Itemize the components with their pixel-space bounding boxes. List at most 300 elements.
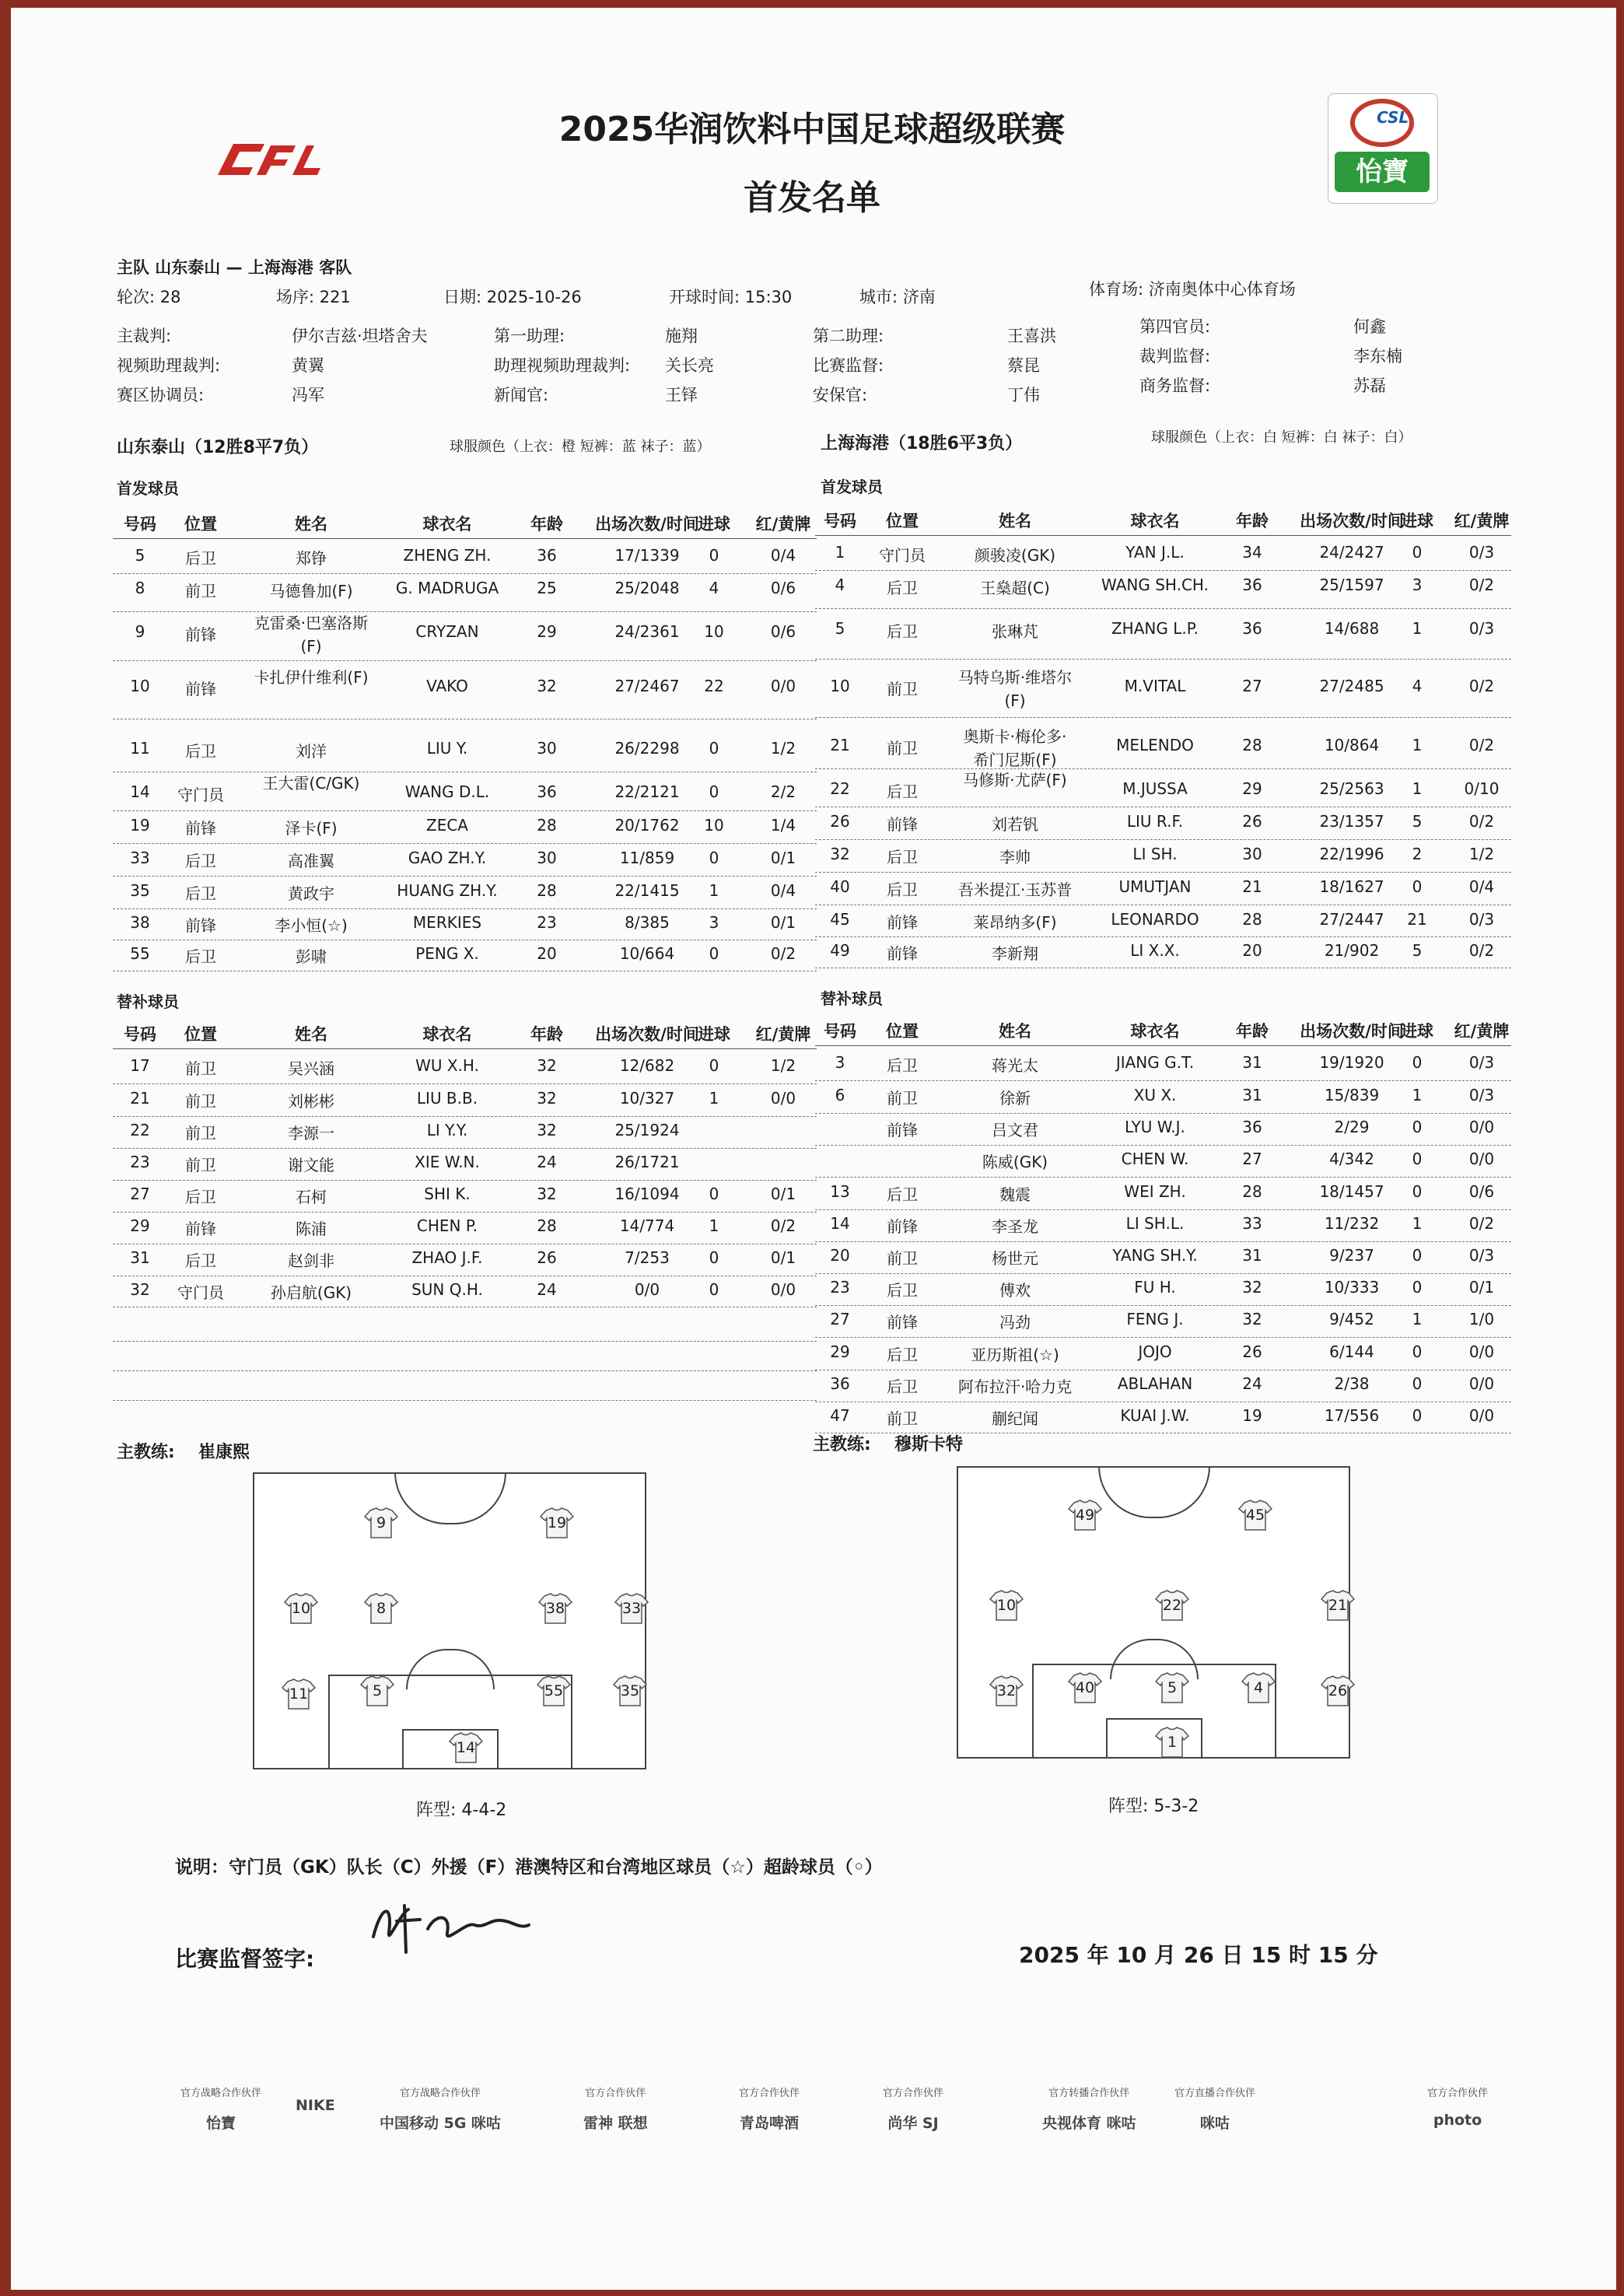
table-cell: 0/2 <box>1468 576 1495 594</box>
shirt-number: 35 <box>620 1682 640 1699</box>
table-cell: 23 <box>830 1278 850 1297</box>
table-cell: CRYZAN <box>415 622 479 641</box>
table-cell: 24/2427 <box>1319 543 1384 562</box>
table-cell: 傅欢 <box>999 1281 1031 1300</box>
table-rule <box>815 608 1511 609</box>
table-cell: 14/688 <box>1324 619 1380 638</box>
shirt-number: 32 <box>996 1682 1017 1699</box>
table-cell: 29 <box>1242 779 1262 798</box>
table-cell: 31 <box>1242 1246 1262 1265</box>
shirt-number: 11 <box>289 1685 309 1703</box>
table-rule <box>815 1113 1511 1114</box>
table-cell: 阿布拉汗·哈力克 <box>957 1377 1073 1396</box>
table-cell: 24 <box>537 1280 557 1299</box>
table-cell: 0/0 <box>770 1280 796 1299</box>
table-cell: PENG X. <box>415 944 479 963</box>
table-cell: 赵剑非 <box>288 1251 334 1270</box>
table-cell: 0 <box>1412 1053 1423 1072</box>
table-cell: SHI K. <box>424 1185 471 1203</box>
table-cell: 11 <box>130 739 150 758</box>
table-rule <box>113 573 817 574</box>
table-cell: 0 <box>709 849 719 867</box>
table-cell: 0/0 <box>634 1280 660 1299</box>
sponsor-name: 中国移动 5G 咪咕 <box>380 2115 502 2132</box>
table-cell: 1 <box>709 1216 719 1235</box>
table-cell: 魏震 <box>999 1185 1031 1204</box>
official-label: 第二助理: <box>813 327 884 345</box>
table-cell: 李圣龙 <box>992 1217 1038 1236</box>
table-cell: 29 <box>130 1216 150 1235</box>
table-cell: LEONARDO <box>1111 910 1199 929</box>
table-rule <box>815 717 1511 718</box>
away-formation: 阵型: 5-3-2 <box>1108 1797 1199 1816</box>
table-cell: 11/232 <box>1324 1214 1380 1233</box>
game-number: 场序: 221 <box>276 288 351 306</box>
table-cell: 前锋 <box>185 1220 216 1238</box>
table-cell: 0 <box>1412 543 1423 562</box>
table-cell: 25/2563 <box>1319 779 1384 798</box>
table-cell: 0 <box>709 782 719 801</box>
table-cell: 1 <box>1412 1214 1423 1233</box>
table-cell: 28 <box>537 881 557 900</box>
table-cell: 30 <box>537 849 557 867</box>
table-cell: 5 <box>1412 941 1423 960</box>
table-cell: 30 <box>537 739 557 758</box>
sponsor-logo <box>739 2084 800 2133</box>
table-cell: LIU R.F. <box>1126 812 1184 831</box>
table-cell: CHEN P. <box>416 1216 478 1235</box>
column-header: 进球 <box>1401 1022 1433 1041</box>
shirt-number: 8 <box>376 1600 387 1617</box>
table-cell: 55 <box>130 944 150 963</box>
table-cell: 0/6 <box>1468 1182 1495 1201</box>
table-cell: 4 <box>835 576 845 594</box>
column-header: 出场次数/时间 <box>1300 1022 1404 1041</box>
away-coach-label: 主教练: <box>813 1435 871 1454</box>
table-cell: 前卫 <box>887 1089 918 1108</box>
table-cell: 马德鲁加(F) <box>269 582 353 600</box>
official-name: 黄翼 <box>292 356 324 375</box>
table-cell: 吴兴涵 <box>288 1059 334 1078</box>
column-header: 球衣名 <box>1130 512 1180 530</box>
table-cell: 14/774 <box>619 1216 675 1235</box>
table-cell: 26/1721 <box>614 1153 680 1171</box>
table-cell: 22 <box>830 779 850 798</box>
table-cell: 4 <box>1412 677 1423 695</box>
sponsor-logo <box>1042 2084 1136 2133</box>
table-cell: 0/0 <box>1468 1150 1495 1168</box>
table-cell: 32 <box>537 1185 557 1203</box>
table-cell: FU H. <box>1134 1278 1176 1297</box>
matchup: 主队 山东泰山 — 上海海港 客队 <box>117 258 352 277</box>
official-name: 关长亮 <box>665 356 714 375</box>
table-cell: 10/664 <box>619 944 675 963</box>
table-cell: 27/2485 <box>1319 677 1384 695</box>
table-cell: 25/1924 <box>614 1121 680 1139</box>
table-cell: 后卫 <box>185 1251 216 1270</box>
table-cell: 24 <box>1242 1374 1262 1393</box>
table-cell: 20/1762 <box>614 816 680 835</box>
table-cell: MERKIES <box>412 913 482 932</box>
player-shirt-icon <box>449 1732 483 1763</box>
official-name: 施翔 <box>665 327 698 345</box>
official-label: 安保官: <box>813 386 868 404</box>
table-cell: 0 <box>709 1185 719 1203</box>
table-cell: 8 <box>135 579 145 597</box>
table-cell: 陈威(GK) <box>982 1153 1048 1171</box>
table-cell: 30 <box>1242 845 1262 863</box>
table-cell: 后卫 <box>887 1377 918 1396</box>
sponsor-logo <box>296 2084 335 2114</box>
table-cell: LYU W.J. <box>1125 1118 1185 1136</box>
table-cell: 后卫 <box>185 884 216 903</box>
table-cell: 后卫 <box>185 742 216 761</box>
table-cell: 36 <box>1242 576 1262 594</box>
table-cell: WEI ZH. <box>1124 1182 1186 1201</box>
table-cell: 1/4 <box>770 816 796 835</box>
sponsor-name: 尚华 SJ <box>887 2115 939 2132</box>
table-cell: XIE W.N. <box>415 1153 480 1171</box>
table-cell: 徐新 <box>999 1089 1031 1108</box>
table-cell: LIU Y. <box>426 739 468 758</box>
player-shirt-icon <box>614 1593 649 1624</box>
column-header: 球衣名 <box>422 515 472 534</box>
shirt-number: 38 <box>545 1600 565 1617</box>
player-shirt-icon <box>989 1590 1024 1621</box>
table-cell: LI SH. <box>1132 845 1178 863</box>
table-cell: 32 <box>537 1121 557 1139</box>
official-name: 何鑫 <box>1353 317 1386 336</box>
table-cell: 0 <box>1412 1278 1423 1297</box>
table-cell: 47 <box>830 1406 850 1425</box>
table-cell: 0/3 <box>1468 1246 1495 1265</box>
table-cell: 24 <box>537 1153 557 1171</box>
table-cell: 21 <box>830 736 850 754</box>
page-subtitle: 首发名单 <box>744 178 880 218</box>
table-cell: 前锋 <box>887 815 918 834</box>
table-cell: 31 <box>130 1248 150 1267</box>
player-shirt-icon <box>613 1675 647 1706</box>
table-cell: 0 <box>709 546 719 565</box>
column-header: 姓名 <box>295 515 327 534</box>
table-cell: 李源一 <box>288 1124 334 1143</box>
table-cell: 45 <box>830 910 850 929</box>
table-cell: 0/2 <box>770 1216 796 1235</box>
table-rule <box>113 538 817 539</box>
player-shirt-icon <box>1155 1590 1189 1621</box>
shirt-number: 26 <box>1328 1682 1348 1699</box>
kickoff-time: 开球时间: 15:30 <box>669 288 793 306</box>
table-cell: 0/0 <box>1468 1342 1495 1361</box>
table-cell: 9 <box>135 622 145 641</box>
table-rule <box>815 1305 1511 1306</box>
column-header: 红/黄牌 <box>755 515 811 534</box>
table-rule <box>113 908 817 909</box>
table-rule <box>113 660 817 661</box>
table-cell: 0/3 <box>1468 910 1495 929</box>
column-header: 位置 <box>184 515 217 534</box>
table-cell: 36 <box>537 546 557 565</box>
column-header: 出场次数/时间 <box>1300 512 1404 530</box>
sponsor-logo <box>180 2084 261 2133</box>
table-cell: 21 <box>130 1089 150 1108</box>
table-cell: 1 <box>1412 619 1423 638</box>
table-cell: 0 <box>1412 1246 1423 1265</box>
away-starters-label: 首发球员 <box>821 478 883 496</box>
table-cell: 后卫 <box>887 1056 918 1075</box>
table-cell: 31 <box>1242 1053 1262 1072</box>
legend-note: 说明：守门员（GK）队长（C）外援（F）港澳特区和台湾地区球员（☆）超龄球员（◦） <box>175 1857 883 1878</box>
table-cell: 5 <box>835 619 845 638</box>
table-cell: 8/385 <box>625 913 670 932</box>
table-cell: ABLAHAN <box>1117 1374 1193 1393</box>
table-cell: 0 <box>1412 1182 1423 1201</box>
table-cell: 27 <box>1242 1150 1262 1168</box>
player-shirt-icon <box>538 1593 572 1624</box>
player-shirt-icon <box>1155 1672 1189 1703</box>
table-cell: 后卫 <box>887 579 918 597</box>
shirt-number: 33 <box>621 1600 642 1617</box>
sponsor-caption: 官方战略合作伙伴 <box>400 2088 481 2099</box>
table-cell: 前锋 <box>887 1217 918 1236</box>
sign-time: 2025 年 10 月 26 日 15 时 15 分 <box>1019 1942 1378 1968</box>
table-cell: 王大雷(C/GK) <box>262 774 360 793</box>
table-cell: 亚历斯祖(☆) <box>971 1346 1059 1364</box>
table-cell: 3 <box>709 913 719 932</box>
table-cell: 前卫 <box>887 1409 918 1428</box>
official-label: 裁判监督: <box>1139 347 1211 366</box>
table-rule <box>113 876 817 877</box>
table-cell: 1 <box>1412 1310 1423 1328</box>
table-cell: 26 <box>830 812 850 831</box>
table-cell: 10/333 <box>1324 1278 1380 1297</box>
table-cell: 前卫 <box>185 582 216 600</box>
table-rule <box>815 570 1511 571</box>
column-header: 进球 <box>698 515 730 534</box>
table-cell: 10 <box>704 816 724 835</box>
table-cell: 卡扎伊什维利(F) <box>254 668 369 687</box>
table-cell: 0/3 <box>1468 543 1495 562</box>
table-cell: 7/253 <box>625 1248 670 1267</box>
table-cell: 0 <box>709 1056 719 1075</box>
table-cell: 0/4 <box>1468 877 1495 896</box>
table-cell: 高准翼 <box>288 852 334 870</box>
table-cell: 35 <box>130 881 150 900</box>
table-cell: 2/29 <box>1334 1118 1370 1136</box>
table-cell: 34 <box>1242 543 1262 562</box>
table-cell: 0/1 <box>770 1248 796 1267</box>
table-cell: LI SH.L. <box>1125 1214 1185 1233</box>
table-cell: 26 <box>537 1248 557 1267</box>
table-cell: LIU B.B. <box>416 1089 478 1108</box>
table-cell: 28 <box>537 816 557 835</box>
table-cell: 26 <box>1242 812 1262 831</box>
table-cell: 守门员 <box>879 546 926 565</box>
table-cell: 前锋 <box>887 913 918 932</box>
shirt-number: 9 <box>376 1514 387 1531</box>
table-cell: 0/1 <box>1468 1278 1495 1297</box>
table-cell: M.JUSSA <box>1122 779 1188 798</box>
table-cell: 后卫 <box>887 848 918 866</box>
shirt-number: 22 <box>1162 1597 1182 1614</box>
table-cell: 0/1 <box>770 849 796 867</box>
home-coach-label: 主教练: <box>117 1443 175 1462</box>
table-cell: 刘彬彬 <box>288 1092 334 1111</box>
table-cell: 0/10 <box>1464 779 1500 798</box>
column-header: 进球 <box>698 1025 730 1044</box>
official-name: 蔡昆 <box>1007 356 1040 375</box>
table-cell: GAO ZH.Y. <box>408 849 487 867</box>
table-cell: 5 <box>1412 812 1423 831</box>
table-cell: 冯劲 <box>999 1313 1031 1332</box>
table-cell: KUAI J.W. <box>1120 1406 1190 1425</box>
table-cell: 10/864 <box>1324 736 1380 754</box>
official-label: 视频助理裁判: <box>117 356 221 375</box>
column-header: 出场次数/时间 <box>595 515 699 534</box>
table-cell: 李新翔 <box>992 944 1038 963</box>
player-shirt-icon <box>284 1593 318 1624</box>
table-cell: 22/1996 <box>1319 845 1384 863</box>
official-name: 冯军 <box>292 386 324 404</box>
table-cell: 谢文能 <box>288 1156 334 1174</box>
table-cell: 17 <box>130 1056 150 1075</box>
home-kit-colors: 球服颜色（上衣：橙 短裤：蓝 袜子：蓝） <box>450 439 711 455</box>
table-cell: 20 <box>1242 941 1262 960</box>
table-cell: 刘若钒 <box>992 815 1038 834</box>
table-cell: 1 <box>709 881 719 900</box>
table-cell: 2/38 <box>1334 1374 1370 1393</box>
table-cell: 0/1 <box>770 1185 796 1203</box>
table-cell: 0/2 <box>770 944 796 963</box>
table-cell: 蒋光太 <box>992 1056 1038 1075</box>
table-cell: 0/0 <box>1468 1374 1495 1393</box>
table-rule <box>815 872 1511 873</box>
match-date: 日期: 2025-10-26 <box>443 288 582 306</box>
table-cell: 后卫 <box>887 1185 918 1204</box>
table-cell: 0 <box>709 1248 719 1267</box>
round: 轮次: 28 <box>117 288 181 306</box>
table-cell: 前锋 <box>887 1313 918 1332</box>
table-cell: G. MADRUGA <box>395 579 499 597</box>
table-cell: 0 <box>1412 1150 1423 1168</box>
column-header: 位置 <box>886 512 919 530</box>
table-cell: 25/2048 <box>614 579 680 597</box>
table-cell: 16/1094 <box>614 1185 680 1203</box>
table-cell: 9/452 <box>1329 1310 1374 1328</box>
table-rule <box>815 768 1511 769</box>
table-cell: 25 <box>537 579 557 597</box>
table-cell: 前锋 <box>185 680 216 698</box>
table-cell: 蒯纪闻 <box>992 1409 1038 1428</box>
sponsor-logo <box>883 2084 943 2133</box>
stadium: 体育场: 济南奥体中心体育场 <box>1089 280 1296 299</box>
table-cell: YANG SH.Y. <box>1112 1246 1198 1265</box>
table-cell: 1/2 <box>1468 845 1495 863</box>
shirt-number: 1 <box>1167 1734 1178 1751</box>
table-cell: 李帅 <box>999 848 1031 866</box>
signature-label: 比赛监督签字: <box>175 1946 315 1972</box>
table-cell: LI X.X. <box>1130 941 1180 960</box>
table-cell: 38 <box>130 913 150 932</box>
table-cell: 0/4 <box>770 546 796 565</box>
table-cell: 40 <box>830 877 850 896</box>
shirt-number: 49 <box>1075 1507 1095 1524</box>
shirt-number: 5 <box>372 1682 383 1699</box>
table-cell: 17/1339 <box>614 546 680 565</box>
table-cell: UMUTJAN <box>1118 877 1192 896</box>
sponsor-name: 雷神 联想 <box>583 2115 648 2132</box>
table-cell: JIANG G.T. <box>1115 1053 1195 1072</box>
table-cell: 0/3 <box>1468 1086 1495 1104</box>
table-cell: 0/3 <box>1468 619 1495 638</box>
column-header: 号码 <box>824 1022 856 1041</box>
sponsor-caption: 官方合作伙伴 <box>1427 2088 1489 2099</box>
shirt-number: 55 <box>544 1682 564 1699</box>
table-cell: 前锋 <box>887 944 918 963</box>
sponsor-name: 央视体育 咪咕 <box>1042 2115 1136 2132</box>
table-rule <box>815 659 1511 660</box>
table-cell: 29 <box>830 1342 850 1361</box>
table-cell: 泽卡(F) <box>285 819 338 838</box>
table-cell: 27/2447 <box>1319 910 1384 929</box>
official-label: 第四官员: <box>1139 317 1211 336</box>
table-cell: 10/327 <box>619 1089 675 1108</box>
shirt-number: 40 <box>1075 1679 1095 1696</box>
table-cell: 0/1 <box>770 913 796 932</box>
table-cell: 0/2 <box>1468 941 1495 960</box>
player-shirt-icon <box>1155 1727 1189 1758</box>
table-cell: 奥斯卡·梅伦多·希门尼斯(F) <box>963 727 1067 769</box>
column-header: 年龄 <box>1236 1022 1269 1041</box>
table-cell: 前卫 <box>185 1124 216 1143</box>
table-cell: 18/1457 <box>1319 1182 1384 1201</box>
column-header: 出场次数/时间 <box>595 1025 699 1044</box>
table-cell: 石柯 <box>296 1188 327 1206</box>
sponsor-name: photo <box>1433 2112 1482 2129</box>
table-cell: 0/0 <box>1468 1406 1495 1425</box>
table-cell: 23 <box>130 1153 150 1171</box>
table-cell: 后卫 <box>887 622 918 641</box>
table-cell: 10 <box>130 677 150 695</box>
table-cell: 颜骏凌(GK) <box>974 546 1056 565</box>
table-cell: SUN Q.H. <box>411 1280 483 1299</box>
column-header: 球衣名 <box>1130 1022 1180 1041</box>
table-cell: 王燊超(C) <box>980 579 1050 597</box>
table-cell: 20 <box>537 944 557 963</box>
sponsor-caption: 官方合作伙伴 <box>883 2088 944 2099</box>
player-shirt-icon <box>1238 1500 1272 1531</box>
table-rule <box>113 611 817 612</box>
shirt-number: 14 <box>456 1739 476 1756</box>
table-cell: 36 <box>1242 1118 1262 1136</box>
column-header: 红/黄牌 <box>1454 1022 1510 1041</box>
table-cell: 32 <box>537 1089 557 1108</box>
table-rule <box>113 1370 817 1371</box>
table-cell: 28 <box>1242 736 1262 754</box>
table-cell: 前锋 <box>185 916 216 935</box>
table-cell: M.VITAL <box>1124 677 1186 695</box>
table-rule <box>815 1145 1511 1146</box>
away-team-header: 上海海港（18胜6平3负） <box>821 434 1023 453</box>
table-rule <box>113 1212 817 1213</box>
official-name: 丁伟 <box>1007 386 1040 404</box>
table-cell: MELENDO <box>1116 736 1194 754</box>
player-shirt-icon <box>537 1675 571 1706</box>
table-cell: 36 <box>537 782 557 801</box>
column-header: 号码 <box>124 1025 156 1044</box>
table-cell: 10 <box>704 622 724 641</box>
table-cell: 后卫 <box>185 1188 216 1206</box>
